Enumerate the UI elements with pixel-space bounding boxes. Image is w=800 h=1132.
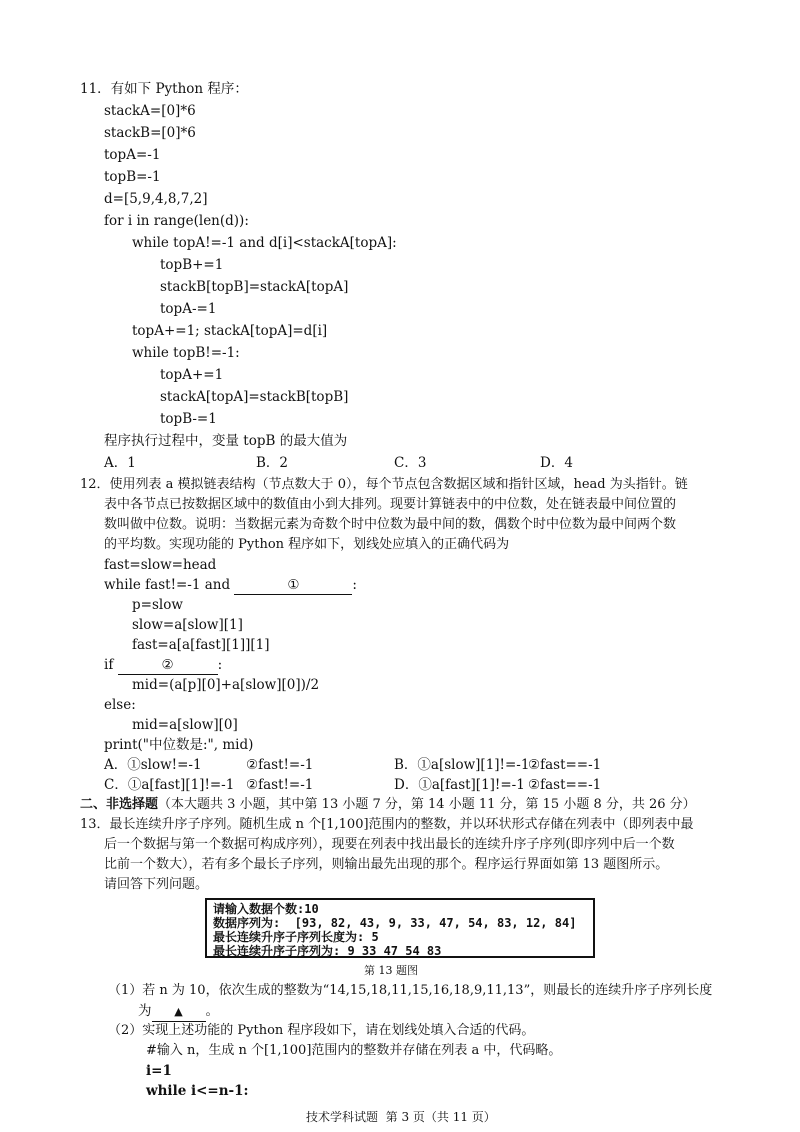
q11-code-line: topA+=1 xyxy=(160,367,224,383)
q13-text-line: 比前一个数大），若有多个最长子序列，则输出最先出现的那个。程序运行界面如第 13 题图所示。 xyxy=(104,857,669,872)
q12-code-line: fast=slow=head xyxy=(104,557,217,573)
q12-option-b-part2: ②fast==-1 xyxy=(528,757,602,773)
q12-text-line: 数叫做中位数。说明：当数据元素为奇数个时中位数为最中间的数，偶数个时中位数为最中间两个数 xyxy=(104,517,677,532)
q12-option-c-part2: ②fast!=-1 xyxy=(246,777,314,793)
q11-title: 11．有如下 Python 程序： xyxy=(80,81,248,97)
figure-caption: 第 13 题图 xyxy=(364,964,418,977)
q11-code-line: topB+=1 xyxy=(160,257,224,273)
q11-code-line: stackB[topB]=stackA[topA] xyxy=(160,279,349,295)
q11-code-line: topA+=1; stackA[topA]=d[i] xyxy=(132,323,328,339)
q11-option-d[interactable]: D．4 xyxy=(540,455,573,471)
q12-blank-1[interactable]: ① xyxy=(234,576,352,595)
q11-code-line: d=[5,9,4,8,7,2] xyxy=(104,191,208,207)
section-2-heading: 二、非选择题 xyxy=(80,797,159,812)
q11-code-line: topA-=1 xyxy=(160,301,217,317)
q12-text-line: 表中各节点已按数据区域中的数值由小到大排列。现要计算链表中的中位数，处在链表最中间位置的 xyxy=(104,497,677,512)
q12-option-d-part2: ②fast==-1 xyxy=(528,777,602,793)
section-2-heading-line xyxy=(80,796,696,814)
q11-code-line: topB=-1 xyxy=(104,169,161,185)
q11-code-line: for i in range(len(d)): xyxy=(104,213,249,229)
q13-code-line: #输入 n，生成 n 个[1,100]范围内的整数并存储在列表 a 中，代码略。 xyxy=(146,1043,562,1058)
terminal-line: 最长连续升序子序列为: 9 33 47 54 83 xyxy=(213,944,442,958)
q11-code-line: while topB!=-1: xyxy=(132,345,240,361)
q12-text-line: 的平均数。实现功能的 Python 程序如下，划线处应填入的正确代码为 xyxy=(104,537,510,552)
q13-text-line: 13．最长连续升序子序列。随机生成 n 个[1,100]范围内的整数，并以环状形式存储在列表中（即列表中最 xyxy=(80,817,694,832)
q13-text-line: 请回答下列问题。 xyxy=(104,877,209,892)
q11-code-line: topB-=1 xyxy=(160,411,217,427)
q11-code-line: topA=-1 xyxy=(104,147,161,163)
q12-text-line: 12．使用列表 a 模拟链表结构（节点数大于 0），每个节点包含数据区域和指针区域，head 为头指针。链 xyxy=(80,477,688,492)
q12-option-c[interactable]: C．①a[fast][1]!=-1 xyxy=(104,777,235,793)
q13-terminal-figure xyxy=(205,898,595,958)
q12-code-line: mid=(a[p][0]+a[slow][0])/2 xyxy=(132,677,320,693)
q12-code-line: else: xyxy=(104,697,136,713)
q11-option-a[interactable]: A．1 xyxy=(104,455,136,471)
q13-code-line: while i<=n-1: xyxy=(146,1083,249,1099)
q12-option-a-part2: ②fast!=-1 xyxy=(246,757,314,773)
q11-question: 程序执行过程中，变量 topB 的最大值为 xyxy=(104,433,348,449)
q13-text-line: 后一个数据与第一个数据可构成序列），现要在列表中找出最长的连续升序子序列(即序列中后一个数 xyxy=(104,837,675,852)
q13-sub2-line: （2）实现上述功能的 Python 程序段如下，请在划线处填入合适的代码。 xyxy=(108,1023,535,1038)
page-footer: 技术学科试题 第 3 页（共 11 页） xyxy=(306,1110,496,1124)
q11-code-line: while topA!=-1 and d[i]<stackA[topA]: xyxy=(132,235,397,251)
q13-sub1-blank[interactable]: ▲ xyxy=(152,1003,206,1022)
q11-code-line: stackA[topA]=stackB[topB] xyxy=(160,389,349,405)
q13-sub1-answer-line: 为 ▲ 。 xyxy=(138,1002,219,1022)
q12-code-if: if ② : xyxy=(104,657,223,673)
q12-option-a[interactable]: A．①slow!=-1 xyxy=(104,757,202,773)
section-2-note: （本大题共 3 小题，其中第 13 小题 7 分，第 14 小题 11 分，第 15 小题 8 分，共 26 分） xyxy=(158,797,696,812)
q12-code-line: p=slow xyxy=(132,597,183,613)
q12-blank-2[interactable]: ② xyxy=(118,656,218,675)
q12-code-line: fast=a[a[fast][1]][1] xyxy=(132,637,270,653)
q12-option-b[interactable]: B．①a[slow][1]!=-1 xyxy=(394,757,530,773)
q11-code-line: stackA=[0]*6 xyxy=(104,103,196,119)
q11-option-b[interactable]: B．2 xyxy=(256,455,289,471)
q12-option-d[interactable]: D．①a[fast][1]!=-1 xyxy=(394,777,525,793)
q11-code-line: stackB=[0]*6 xyxy=(104,125,196,141)
q12-code-line: mid=a[slow][0] xyxy=(132,717,238,733)
terminal-line: 请输入数据个数:10 xyxy=(213,902,319,916)
q13-code-line: i=1 xyxy=(146,1063,172,1079)
q11-option-c[interactable]: C．3 xyxy=(394,455,427,471)
terminal-line: 数据序列为: [93, 82, 43, 9, 33, 47, 54, 83, 12, 84] xyxy=(213,916,577,930)
q12-code-line: slow=a[slow][1] xyxy=(132,617,243,633)
q12-code-line: print("中位数是:", mid) xyxy=(104,737,254,753)
q13-sub1-line: （1）若 n 为 10，依次生成的整数为“14,15,18,11,15,16,18,9,11,13”，则最长的连续升序子序列长度 xyxy=(108,983,713,998)
q12-code-while: while fast!=-1 and ① : xyxy=(104,577,357,593)
terminal-line: 最长连续升序子序列长度为: 5 xyxy=(213,930,379,944)
